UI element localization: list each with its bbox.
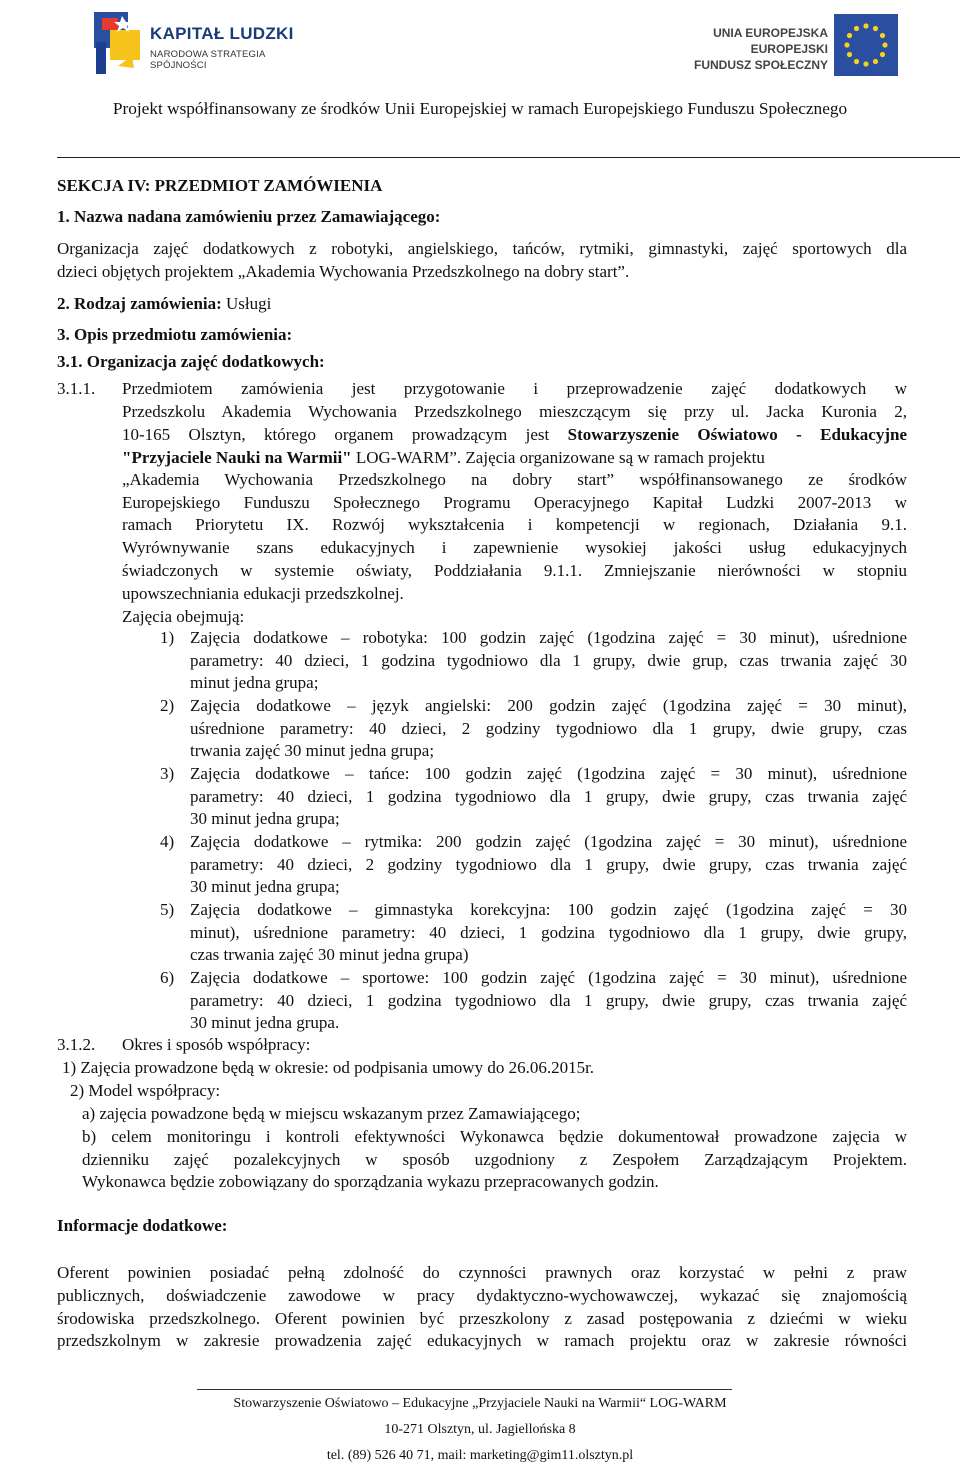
eu-star bbox=[882, 42, 887, 47]
item-line: Zajęcia dodatkowe – sportowe: 100 godzin zajęć (1godzina zajęć = 30 minut), uśrednione bbox=[190, 968, 907, 987]
kapital-ludzki-emblem-icon bbox=[88, 8, 146, 80]
item-line: parametry: 40 dzieci, 2 godziny tygodniowo dla 1 grupy, dwie grupy, czas trwania zajęć bbox=[190, 855, 907, 874]
ue-line1: UNIA EUROPEJSKA bbox=[713, 26, 828, 40]
p311-line1: Przedmiotem zamówienia jest przygotowanie i przeprowadzenie zajęć dodatkowych w bbox=[122, 379, 907, 398]
kl-subtitle: NARODOWA STRATEGIA SPÓJNOŚCI bbox=[150, 49, 265, 71]
p312-item-b-line3: Wykonawca będzie zobowiązany do sporządzania wykazu przepracowanych godzin. bbox=[82, 1172, 659, 1191]
item-number: 3) bbox=[160, 764, 175, 783]
eu-star bbox=[854, 59, 859, 64]
eu-star bbox=[880, 33, 885, 38]
q1-text-line2: dzieci objętych projektem „Akademia Wychowania Przedszkolnego na dobry start”. bbox=[57, 262, 630, 281]
p311-line2: Przedszkolu Akademia Wychowania Przedszkolnego mieszczącym się przy ul. Jacka Kuronia 2, bbox=[122, 402, 907, 421]
p312-period: 1) Zajęcia prowadzone będą w okresie: od podpisania umowy do 26.06.2015r. bbox=[62, 1058, 595, 1077]
item-number: 5) bbox=[160, 900, 175, 919]
footer-contact: tel. (89) 526 40 71, mail: marketing@gim11.olsztyn.pl bbox=[326, 1448, 634, 1463]
p311-line10: upowszechniania edukacji przedszkolnej. bbox=[122, 584, 404, 603]
eu-star bbox=[873, 26, 878, 31]
q1-text-line1: Organizacja zajęć dodatkowych z robotyki, angielskiego, tańców, rytmiki, gimnastyki, zajęć sportowych dla bbox=[57, 239, 907, 258]
ue-line2: EUROPEJSKI bbox=[750, 42, 828, 56]
p312-model: 2) Model współpracy: bbox=[70, 1081, 221, 1100]
kapital-ludzki-logo bbox=[88, 8, 324, 80]
eu-star bbox=[863, 61, 868, 66]
p312-number: 3.1.2. bbox=[57, 1035, 96, 1054]
p312-title: Okres i sposób współpracy: bbox=[122, 1035, 311, 1054]
info-line4: przedszkolnym w zakresie prowadzenia zajęć edukacyjnych w ramach projektu oraz w zakresie równości bbox=[57, 1331, 907, 1350]
unia-europejska-logo bbox=[676, 14, 898, 80]
info-line3: środowiska przedszkolnego. Oferent powinien być przeszkolony z zasad postępowania z dziećmi w wieku bbox=[57, 1309, 907, 1328]
p311-line7: ramach Priorytetu IX. Rozwój wykształcenia i kompetencji w regionach, Działania 9.1. bbox=[122, 515, 907, 534]
q2-line: 2. Rodzaj zamówienia: Usługi bbox=[57, 294, 272, 313]
eu-star bbox=[847, 52, 852, 57]
footer-divider bbox=[197, 1389, 732, 1390]
item-number: 1) bbox=[160, 628, 175, 647]
q3-label: 3. Opis przedmiotu zamówienia: bbox=[57, 325, 293, 344]
p311-line9: świadczonych w systemie oświaty, Poddziałania 9.1.1. Zmniejszanie nierówności w stopniu bbox=[122, 561, 907, 580]
item-line: Zajęcia dodatkowe – język angielski: 200 godzin zajęć (1godzina zajęć = 30 minut), bbox=[190, 696, 907, 715]
ue-line3: FUNDUSZ SPOŁECZNY bbox=[693, 58, 828, 72]
item-line: parametry: 40 dzieci, 1 godzina tygodniowo dla 1 grupy, dwie grupy, czas trwania zajęć bbox=[190, 991, 907, 1010]
eu-flag-icon bbox=[834, 14, 898, 76]
item-line: minut), uśrednione parametry: 40 dzieci, 1 godzina tygodniowo dla 1 grupy, dwie grupy, bbox=[190, 923, 907, 942]
header-caption: Projekt współfinansowany ze środków Unii Europejskiej w ramach Europejskiego Funduszu Społecznego bbox=[112, 99, 848, 118]
item-line: 30 minut jedna grupa; bbox=[190, 809, 340, 828]
p311-line3: 10-165 Olsztyn, którego organem prowadzącym jest Stowarzyszenie Oświatowo - Edukacyjne bbox=[122, 425, 908, 444]
item-line: Zajęcia dodatkowe – robotyka: 100 godzin zajęć (1godzina zajęć = 30 minut), uśrednione bbox=[190, 628, 907, 647]
q31-label: 3.1. Organizacja zajęć dodatkowych: bbox=[57, 352, 325, 371]
info-title: Informacje dodatkowe: bbox=[57, 1216, 228, 1235]
item-line: Zajęcia dodatkowe – gimnastyka korekcyjna: 100 godzin zajęć (1godzina zajęć = 30 bbox=[190, 900, 907, 919]
item-line: parametry: 40 dzieci, 1 godzina tygodniowo dla 1 grupy, dwie grup, czas trwania zajęć 30 bbox=[190, 651, 907, 670]
eu-star bbox=[854, 26, 859, 31]
item-line: parametry: 40 dzieci, 1 godzina tygodniowo dla 1 grupy, dwie grupy, czas trwania zajęć bbox=[190, 787, 907, 806]
section-title: SEKCJA IV: PRZEDMIOT ZAMÓWIENIA bbox=[57, 176, 383, 195]
p311-line4: "Przyjaciele Nauki na Warmii" LOG-WARM”. Zajęcia organizowane są w ramach projektu bbox=[122, 448, 765, 467]
p312-item-a: a) zajęcia powadzone będą w miejscu wskazanym przez Zamawiającego; bbox=[82, 1104, 581, 1123]
item-line: uśrednione parametry: 40 dzieci, 2 godziny tygodniowo dla 1 grupy, dwie grupy, czas bbox=[190, 719, 907, 738]
p312-item-b-line2: dzienniku zajęć pozalekcyjnych w sposób uzgodniony z Zespołem Zarządzającym Projektem. bbox=[82, 1150, 907, 1169]
header-divider bbox=[57, 157, 960, 158]
p311-line5: „Akademia Wychowania Przedszkolnego na dobry start” współfinansowanego ze środków bbox=[122, 470, 907, 489]
p312-item-b-line1: b) celem monitoringu i kontroli efektywności Wykonawca będzie dokumentował prowadzone zajęcia w bbox=[82, 1127, 907, 1146]
item-number: 4) bbox=[160, 832, 175, 851]
eu-star bbox=[863, 23, 868, 28]
item-number: 6) bbox=[160, 968, 175, 987]
item-line: trwania zajęć 30 minut jedna grupa; bbox=[190, 741, 435, 760]
p311-line6: Europejskiego Funduszu Społecznego Programu Operacyjnego Kapitał Ludzki 2007-2013 w bbox=[122, 493, 907, 512]
info-line2: publicznych, doświadczenie zawodowe w pracy dydaktyczno-wychowawczej, wykazać się znajomością bbox=[57, 1286, 907, 1305]
item-line: 30 minut jedna grupa. bbox=[190, 1013, 340, 1032]
item-line: minut jedna grupa; bbox=[190, 673, 319, 692]
item-number: 2) bbox=[160, 696, 175, 715]
info-line1: Oferent powinien posiadać pełną zdolność do czynności prawnych oraz korzystać w pełni z praw bbox=[57, 1263, 907, 1282]
eu-star bbox=[844, 42, 849, 47]
p311-number: 3.1.1. bbox=[57, 379, 96, 398]
item-line: Zajęcia dodatkowe – tańce: 100 godzin zajęć (1godzina zajęć = 30 minut), uśrednione bbox=[190, 764, 907, 783]
q1-label: 1. Nazwa nadana zamówieniu przez Zamawiającego: bbox=[57, 207, 441, 226]
item-line: 30 minut jedna grupa; bbox=[190, 877, 340, 896]
eu-star bbox=[873, 59, 878, 64]
footer-address: 10-271 Olsztyn, ul. Jagiellońska 8 bbox=[384, 1422, 576, 1437]
footer-organization: Stowarzyszenie Oświatowo – Edukacyjne „Przyjaciele Nauki na Warmii“ LOG-WARM bbox=[233, 1396, 727, 1411]
eu-star bbox=[880, 52, 885, 57]
eu-star bbox=[847, 33, 852, 38]
p311-line8: Wyrównywanie szans edukacyjnych i zapewnienie wysokiej jakości usług edukacyjnych bbox=[122, 538, 907, 557]
item-line: czas trwania zajęć 30 minut jedna grupa) bbox=[190, 945, 469, 964]
item-line: Zajęcia dodatkowe – rytmika: 200 godzin zajęć (1godzina zajęć = 30 minut), uśrednione bbox=[190, 832, 907, 851]
activities-intro: Zajęcia obejmują: bbox=[122, 607, 245, 626]
kl-title: KAPITAŁ LUDZKI bbox=[150, 24, 294, 43]
